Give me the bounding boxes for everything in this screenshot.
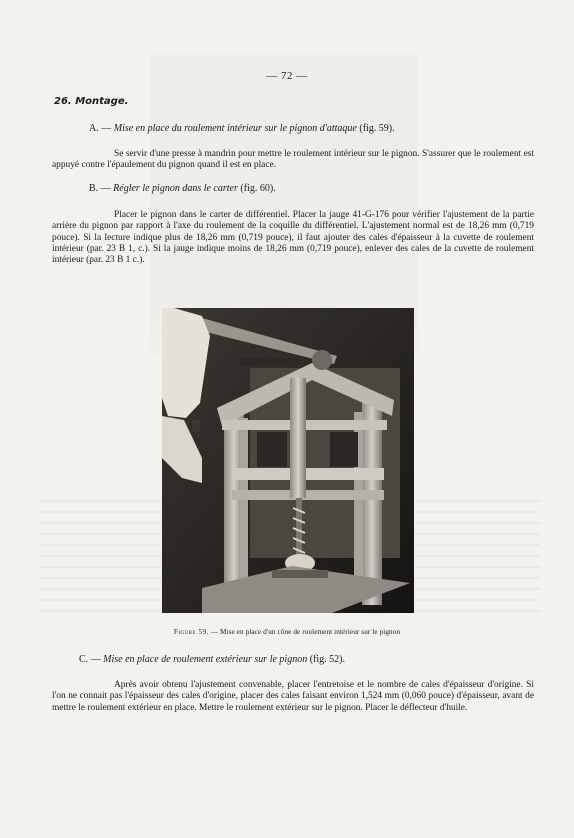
step-b-marker: B. — bbox=[89, 183, 111, 194]
figure-caption-text: — Mise en place d'un cône de roulement intérieur sur le pignon bbox=[210, 628, 401, 636]
figure-caption bbox=[0, 628, 574, 636]
step-c-heading bbox=[79, 654, 345, 665]
step-a-ref: (fig. 59). bbox=[359, 123, 395, 134]
step-a-heading bbox=[89, 123, 395, 134]
press-photo-illustration bbox=[162, 308, 414, 613]
step-a-marker: A. — bbox=[89, 123, 112, 134]
step-b-title: Régler le pignon dans le carter bbox=[113, 183, 238, 194]
step-c-text: Après avoir obtenu l'ajustement convenable, placer l'entretoise et le nombre de cales d'épaisseur d'origine. Si l'on ne connait pas l'épaisseur des cales d'origine, placer des cales faisant environ 1,524 mm (0,060 pouce) d'épaisseur, avant de mettre le roulement extérieur en place. Mettre le roulement extérieur sur le pignon. Placer le déflecteur d'huile. bbox=[52, 680, 534, 713]
figure-label: Figure 59. bbox=[173, 628, 209, 636]
step-c-title: Mise en place de roulement extérieur sur le pignon bbox=[103, 654, 308, 665]
page-number: — 72 — bbox=[266, 70, 308, 82]
step-b-ref: (fig. 60). bbox=[240, 183, 276, 194]
step-b-text: Placer le pignon dans le carter de différentiel. Placer la jauge 41-G-176 pour vérifier l'ajustement de la partie arrière du pignon par rapport à l'axe du roulement de la coquille du différentiel. L'ajustement normal est de 18,26 mm (0,719 pouce). Si la lecture indique plus de 18,26 mm (0,719 pouce), il faut ajouter des cales d'épaisseur à la cuvette de roulement intérieur (par. 23 B 1, c.). Si la jauge indique moins de 18,26 mm (0,719 pouce), enlever des cales de la cuvette de roulement intérieur (par. 23 B 1 c.). bbox=[52, 210, 534, 266]
section-title: 26. Montage. bbox=[54, 96, 129, 107]
step-a-title: Mise en place du roulement intérieur sur le pignon d'attaque bbox=[113, 123, 357, 134]
step-a-text: Se servir d'une presse à mandrin pour mettre le roulement intérieur sur le pignon. S'assurer que le roulement est appuyé contre l'épaulement du pignon quand il est en place. bbox=[52, 149, 534, 171]
figure-59-photo bbox=[162, 308, 414, 613]
step-b-heading bbox=[89, 183, 276, 194]
step-c-ref: (fig. 52). bbox=[309, 654, 345, 665]
step-c-marker: C. — bbox=[79, 654, 101, 665]
